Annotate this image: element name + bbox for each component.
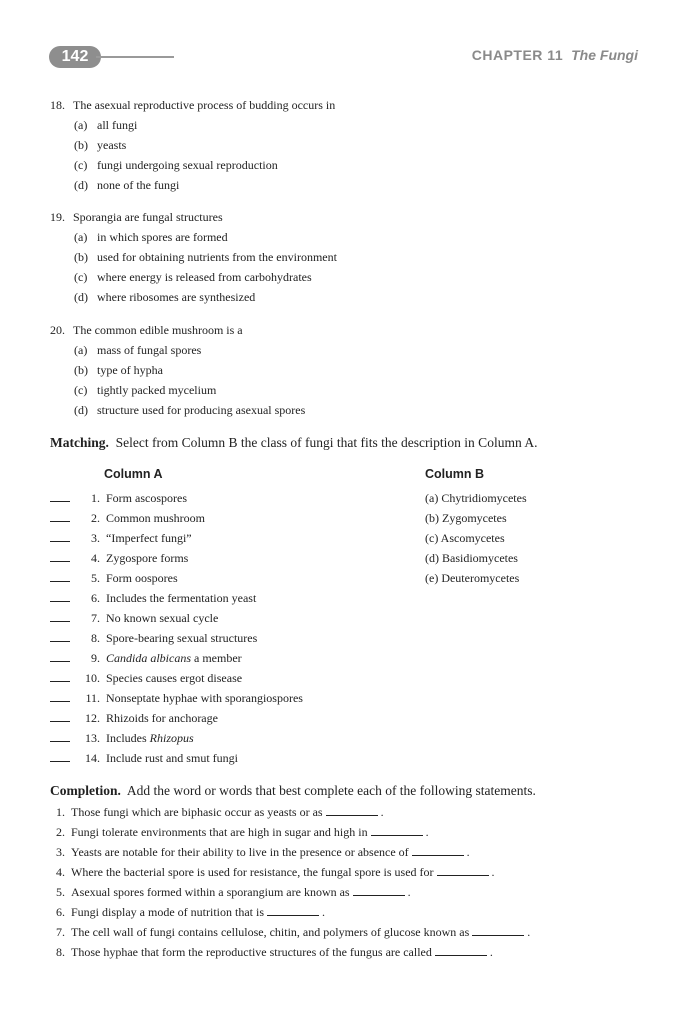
- option-label: (b): [74, 363, 88, 377]
- item-number: 8.: [91, 631, 100, 645]
- item-number: 3.: [91, 531, 100, 545]
- completion-list: [56, 802, 530, 962]
- item-text: No known sexual cycle: [106, 611, 219, 625]
- item-number: 1.: [56, 805, 65, 819]
- option-text: all fungi: [97, 118, 138, 132]
- match-item: [50, 608, 303, 628]
- column-b-item: (b) Zygomycetes: [425, 511, 507, 525]
- item-text: “Imperfect fungi”: [106, 531, 192, 545]
- answer-blank[interactable]: [437, 864, 489, 876]
- column-b-item: (e) Deuteromycetes: [425, 571, 520, 585]
- item-text: Includes: [106, 731, 150, 745]
- option: [50, 175, 335, 195]
- answer-blank[interactable]: [371, 824, 423, 836]
- question-stem: Sporangia are fungal structures: [73, 210, 223, 224]
- item-number: 8.: [56, 945, 65, 959]
- chapter-heading: [472, 47, 638, 63]
- option-label: (b): [74, 138, 88, 152]
- item-text: Fungi tolerate environments that are high in sugar and high in: [71, 825, 368, 839]
- match-item: [50, 728, 303, 748]
- option-text: structure used for producing asexual spores: [97, 403, 306, 417]
- column-b-header: Column B: [425, 467, 485, 481]
- question-stem: The common edible mushroom is a: [73, 323, 243, 337]
- option-text: where energy is released from carbohydrates: [97, 270, 312, 284]
- option: [50, 227, 337, 247]
- question-number: 19.: [50, 210, 65, 224]
- completion-item: 5. Asexual spores formed within a sporangium are known as .: [56, 882, 530, 902]
- match-item: [50, 668, 303, 688]
- option-label: (d): [74, 290, 88, 304]
- item-number: 5.: [56, 885, 65, 899]
- option-label: (a): [74, 118, 88, 132]
- answer-blank[interactable]: [50, 729, 70, 742]
- column-a-header: Column A: [104, 467, 163, 481]
- chapter-title: The Fungi: [571, 47, 638, 63]
- option-text: in which spores are formed: [97, 230, 228, 244]
- item-number: 1.: [91, 491, 100, 505]
- question-20: [50, 320, 305, 420]
- answer-blank[interactable]: [50, 589, 70, 602]
- option: [50, 155, 335, 175]
- match-item: [50, 548, 303, 568]
- match-item: [50, 528, 303, 548]
- item-text: Form oospores: [106, 571, 178, 585]
- page-number-badge: 142: [49, 46, 101, 68]
- completion-item: 3. Yeasts are notable for their ability to live in the presence or absence of .: [56, 842, 530, 862]
- option: [50, 287, 337, 307]
- option-text: where ribosomes are synthesized: [97, 290, 256, 304]
- matching-title: Matching.: [50, 435, 109, 450]
- answer-blank[interactable]: [435, 944, 487, 956]
- completion-item: 8. Those hyphae that form the reproductive structures of the fungus are called .: [56, 942, 530, 962]
- item-text: Species causes ergot disease: [106, 671, 243, 685]
- answer-blank[interactable]: [50, 649, 70, 662]
- option-text: fungi undergoing sexual reproduction: [97, 158, 278, 172]
- match-item: [50, 628, 303, 648]
- item-number: 2.: [91, 511, 100, 525]
- option-label: (a): [74, 230, 88, 244]
- item-text: Those fungi which are biphasic occur as yeasts or as: [71, 805, 323, 819]
- matching-instructions: [50, 435, 537, 451]
- option-label: (c): [74, 383, 88, 397]
- item-number: 7.: [91, 611, 100, 625]
- option: [50, 360, 305, 380]
- answer-blank[interactable]: [50, 549, 70, 562]
- answer-blank[interactable]: [50, 689, 70, 702]
- question-number: 20.: [50, 323, 65, 337]
- item-text: Includes the fermentation yeast: [106, 591, 257, 605]
- option-label: (d): [74, 178, 88, 192]
- answer-blank[interactable]: [50, 529, 70, 542]
- answer-blank[interactable]: [472, 924, 524, 936]
- completion-item: 2. Fungi tolerate environments that are high in sugar and high in .: [56, 822, 530, 842]
- option: [50, 400, 305, 420]
- option-label: (c): [74, 158, 88, 172]
- item-text: Those hyphae that form the reproductive structures of the fungus are called: [71, 945, 432, 959]
- answer-blank[interactable]: [412, 844, 464, 856]
- item-text: Spore-bearing sexual structures: [106, 631, 258, 645]
- option: [50, 115, 335, 135]
- item-italic-text: Rhizopus: [149, 731, 194, 745]
- item-number: 2.: [56, 825, 65, 839]
- item-text: Asexual spores formed within a sporangium are known as: [71, 885, 350, 899]
- question-19: [50, 207, 337, 307]
- match-item: [50, 688, 303, 708]
- item-number: 3.: [56, 845, 65, 859]
- item-number: 6.: [56, 905, 65, 919]
- completion-instructions: [50, 783, 536, 799]
- item-number: 6.: [91, 591, 100, 605]
- option: [50, 247, 337, 267]
- page-header: [0, 0, 683, 80]
- item-text: Fungi display a mode of nutrition that is: [71, 905, 264, 919]
- option: [50, 380, 305, 400]
- item-number: 5.: [91, 571, 100, 585]
- question-stem: The asexual reproductive process of budding occurs in: [73, 98, 336, 112]
- option-label: (b): [74, 250, 88, 264]
- answer-blank[interactable]: [50, 569, 70, 582]
- question-18: [50, 95, 335, 195]
- item-number: 9.: [91, 651, 100, 665]
- column-b-item: (c) Ascomycetes: [425, 531, 505, 545]
- item-text: Where the bacterial spore is used for resistance, the fungal spore is used for: [71, 865, 434, 879]
- match-item: [50, 708, 303, 728]
- item-text: Common mushroom: [106, 511, 206, 525]
- item-text: The cell wall of fungi contains cellulose, chitin, and polymers of glucose known as: [71, 925, 470, 939]
- match-item: [50, 508, 303, 528]
- option-label: (c): [74, 270, 88, 284]
- option: [50, 267, 337, 287]
- completion-title: Completion.: [50, 783, 121, 798]
- completion-instruction: Add the word or words that best complete each of the following statements.: [126, 783, 536, 798]
- option-text: none of the fungi: [97, 178, 180, 192]
- option: [50, 135, 335, 155]
- answer-blank[interactable]: [50, 509, 70, 522]
- header-rule: [96, 56, 174, 58]
- column-b-item: (d) Basidiomycetes: [425, 551, 518, 565]
- item-text: a member: [191, 651, 242, 665]
- match-item: [50, 648, 303, 668]
- answer-blank[interactable]: [353, 884, 405, 896]
- answer-blank[interactable]: [50, 709, 70, 722]
- item-text: Zygospore forms: [106, 551, 189, 565]
- item-text: Yeasts are notable for their ability to live in the presence or absence of: [71, 845, 409, 859]
- item-number: 10.: [85, 671, 100, 685]
- answer-blank[interactable]: [50, 669, 70, 682]
- question-number: 18.: [50, 98, 65, 112]
- answer-blank[interactable]: [50, 489, 70, 502]
- item-number: 11.: [85, 691, 100, 705]
- item-number: 4.: [56, 865, 65, 879]
- option-label: (a): [74, 343, 88, 357]
- item-text: Include rust and smut fungi: [106, 751, 238, 765]
- option-text: yeasts: [97, 138, 127, 152]
- item-number: 12.: [85, 711, 100, 725]
- option-text: mass of fungal spores: [97, 343, 202, 357]
- item-italic-text: Candida albicans: [106, 651, 192, 665]
- column-b-item: (a) Chytridiomycetes: [425, 491, 527, 505]
- completion-item: 4. Where the bacterial spore is used for resistance, the fungal spore is used for .: [56, 862, 530, 882]
- option-text: tightly packed mycelium: [97, 383, 217, 397]
- item-number: 7.: [56, 925, 65, 939]
- option-text: used for obtaining nutrients from the environment: [97, 250, 337, 264]
- answer-blank[interactable]: [50, 609, 70, 622]
- match-item: [50, 488, 303, 508]
- answer-blank[interactable]: [50, 749, 70, 762]
- item-text: Nonseptate hyphae with sporangiospores: [106, 691, 303, 705]
- matching-instruction: Select from Column B the class of fungi that fits the description in Column A.: [115, 435, 538, 450]
- answer-blank[interactable]: [50, 629, 70, 642]
- item-number: 13.: [85, 731, 100, 745]
- option-label: (d): [74, 403, 88, 417]
- option: [50, 340, 305, 360]
- match-item: [50, 588, 303, 608]
- column-b-list: [425, 488, 527, 588]
- item-number: 4.: [91, 551, 100, 565]
- answer-blank[interactable]: [326, 804, 378, 816]
- option-text: type of hypha: [97, 363, 163, 377]
- completion-item: 7. The cell wall of fungi contains cellulose, chitin, and polymers of glucose known as .: [56, 922, 530, 942]
- item-text: Rhizoids for anchorage: [106, 711, 218, 725]
- item-text: Form ascospores: [106, 491, 187, 505]
- match-item: [50, 568, 303, 588]
- completion-item: 6. Fungi display a mode of nutrition that is .: [56, 902, 530, 922]
- completion-item: 1. Those fungi which are biphasic occur as yeasts or as .: [56, 802, 530, 822]
- chapter-label: CHAPTER 11: [471, 47, 564, 63]
- item-number: 14.: [85, 751, 100, 765]
- answer-blank[interactable]: [267, 904, 319, 916]
- column-a-list: [50, 488, 303, 768]
- match-item: [50, 748, 303, 768]
